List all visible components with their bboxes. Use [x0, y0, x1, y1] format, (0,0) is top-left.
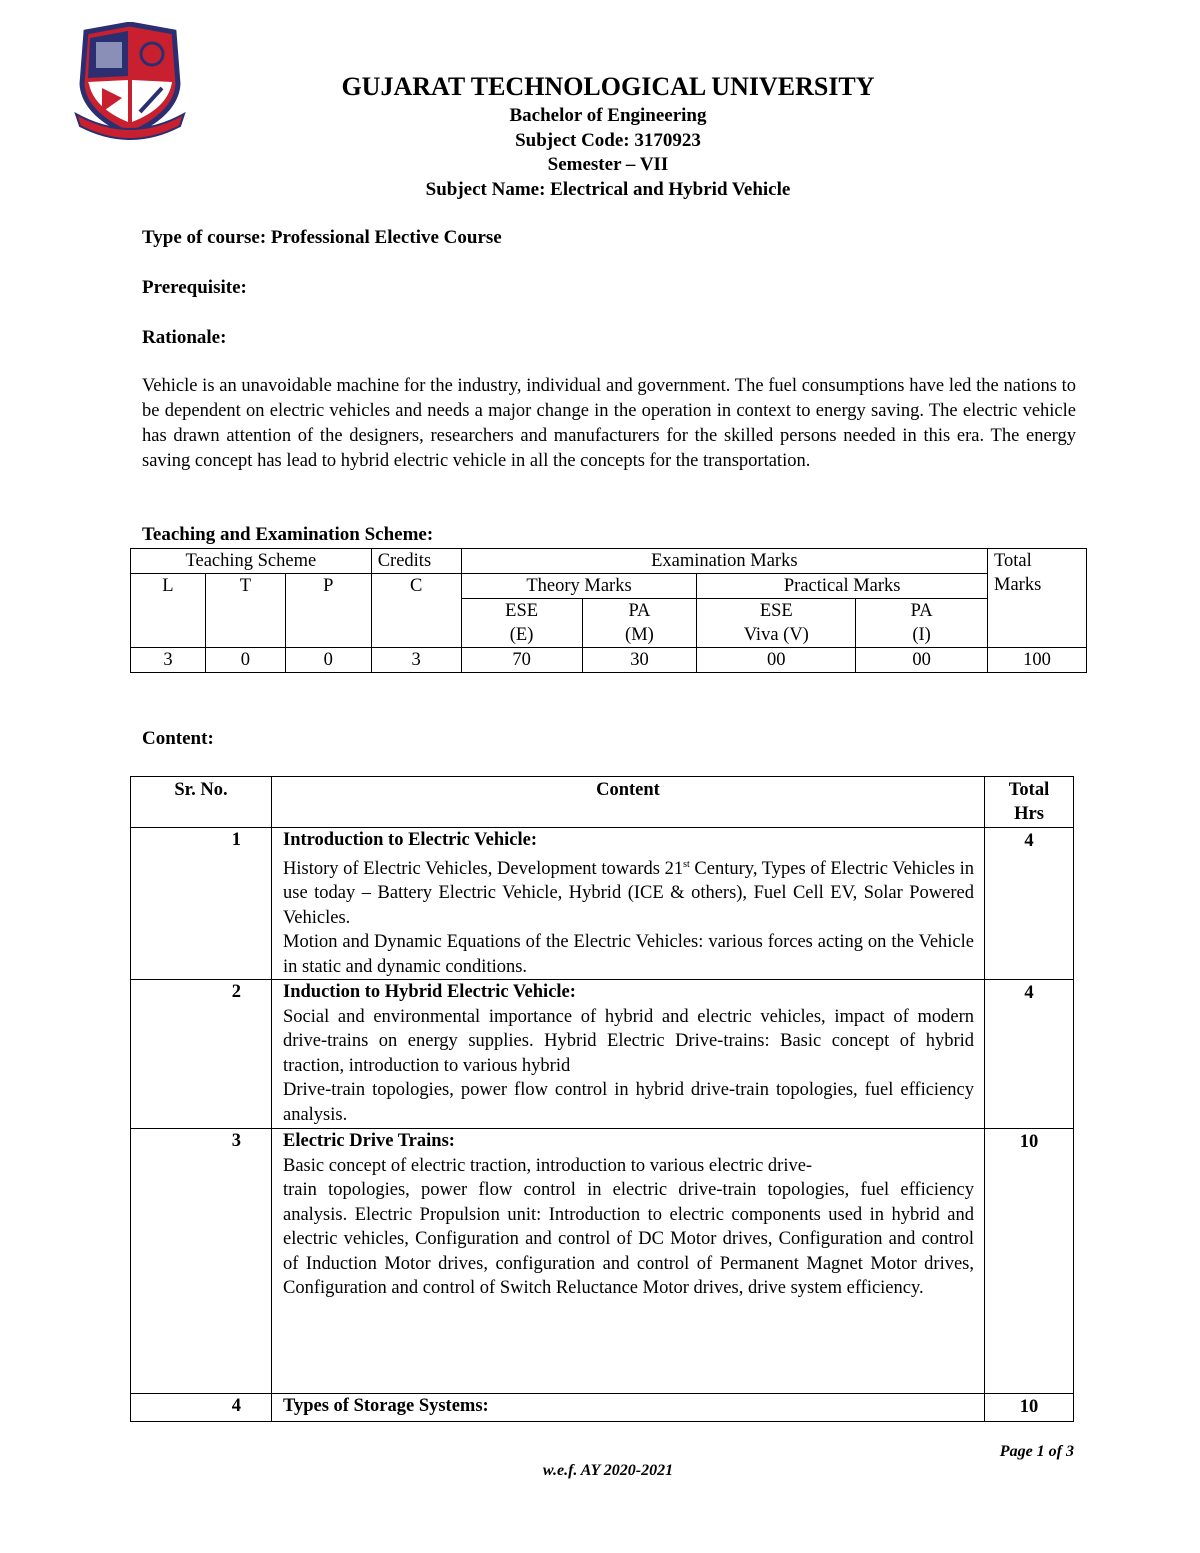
- table-row: [131, 828, 1074, 980]
- theory-pa-sub: (M): [625, 625, 654, 645]
- value-viva: 00: [697, 648, 856, 673]
- scheme-table: [130, 548, 1087, 673]
- hrs-header: [985, 777, 1074, 828]
- practical-ese-header: [697, 599, 856, 648]
- value-practical-pa: 00: [856, 648, 988, 673]
- total-marks-header: [988, 549, 1087, 648]
- theory-ese-sub: (E): [509, 625, 534, 645]
- practical-ese-label: ESE: [759, 601, 793, 621]
- row-hrs: 4: [985, 980, 1074, 1129]
- rationale-label: Rationale:: [142, 327, 227, 348]
- content-header-row: [131, 777, 1074, 828]
- subject-name: Subject Name: Electrical and Hybrid Vehicle: [425, 178, 791, 200]
- module-title: Introduction to Electric Vehicle:: [283, 830, 538, 850]
- module-paragraph: Social and environmental importance of hybrid and electric vehicles, impact of modern drive-trains on energy supplies. Hybrid Electric Drive-trains: Basic concept of hybrid traction, introduction to various hybrid: [283, 1006, 974, 1076]
- theory-ese-label: ESE: [505, 601, 539, 621]
- course-type: Type of course: Professional Elective Course: [142, 227, 502, 248]
- paragraph-text: Century, Types of Electric Vehicles in use today – Battery Electric Vehicle, Hybrid (ICE & others), Fuel Cell EV, Solar Powered Vehicles.: [283, 858, 974, 928]
- credit-header: C: [371, 574, 461, 648]
- practical-pa-label: PA: [910, 601, 933, 621]
- row-hrs: 4: [985, 828, 1074, 980]
- document-header: [140, 70, 1076, 202]
- row-hrs: 10: [985, 1129, 1074, 1394]
- practical-pa-header: [856, 599, 988, 648]
- effective-year: w.e.f. AY 2020-2021: [542, 1462, 674, 1479]
- row-sr-no: 4: [131, 1394, 272, 1422]
- practical-ese-sub: Viva (V): [743, 625, 809, 645]
- theory-ese-header: [461, 599, 582, 648]
- total-label: Total: [994, 551, 1032, 571]
- hrs-header-line1: Total: [1008, 780, 1050, 800]
- lecture-header: L: [131, 574, 206, 648]
- row-sr-no: 3: [131, 1129, 272, 1394]
- row-content: [272, 1129, 985, 1394]
- value-l: 3: [131, 648, 206, 673]
- theory-marks-header: Theory Marks: [461, 574, 697, 599]
- practical-header: P: [285, 574, 371, 648]
- scheme-label: Teaching and Examination Scheme:: [142, 524, 434, 545]
- module-title: Induction to Hybrid Electric Vehicle:: [283, 982, 576, 1003]
- theory-pa-header: [582, 599, 697, 648]
- row-content: [272, 1394, 985, 1422]
- credits-header: Credits: [371, 549, 461, 574]
- tutorial-header: T: [205, 574, 285, 648]
- row-sr-no: 1: [131, 828, 272, 980]
- table-row: [131, 1394, 1074, 1422]
- scheme-values-row: [131, 648, 1087, 673]
- subject-code: Subject Code: 3170923: [515, 129, 701, 151]
- module-paragraph: Motion and Dynamic Equations of the Electric Vehicles: various forces acting on the Vehicle in static and dynamic conditions.: [283, 932, 974, 977]
- theory-pa-label: PA: [628, 601, 651, 621]
- superscript-st: st: [683, 858, 690, 870]
- semester: Semester – VII: [547, 154, 669, 175]
- rationale-text: Vehicle is an unavoidable machine for the industry, individual and government. The fuel consumptions have led the nations to be dependent on electric vehicles and needs a major change in the operation in context to energy saving. The electric vehicle has drawn attention of the designers, researchers and manufacturers for the skilled persons needed in this era. The energy saving concept has lead to hybrid electric vehicle in all the concepts for the transportation.: [142, 376, 1076, 471]
- practical-pa-sub: (I): [912, 625, 931, 645]
- hrs-header-line2: Hrs: [1014, 804, 1044, 824]
- value-p: 0: [285, 648, 371, 673]
- value-c: 3: [371, 648, 461, 673]
- content-header: Content: [272, 777, 985, 828]
- row-content: [272, 980, 985, 1129]
- value-total: 100: [988, 648, 1087, 673]
- module-title: Electric Drive Trains:: [283, 1131, 455, 1152]
- exam-marks-header: Examination Marks: [461, 549, 987, 574]
- value-ese: 70: [461, 648, 582, 673]
- module-paragraph: [283, 853, 974, 931]
- prerequisite-label: Prerequisite:: [142, 277, 247, 298]
- teaching-scheme-header: Teaching Scheme: [131, 549, 372, 574]
- page-number: Page 1 of 3: [999, 1443, 1074, 1460]
- content-label: Content:: [142, 728, 214, 749]
- row-content: [272, 828, 985, 980]
- module-title: Types of Storage Systems:: [283, 1396, 489, 1417]
- value-pa: 30: [582, 648, 697, 673]
- sr-no-header: Sr. No.: [131, 777, 272, 828]
- value-t: 0: [205, 648, 285, 673]
- marks-label: Marks: [994, 575, 1042, 595]
- table-row: [131, 980, 1074, 1129]
- module-paragraph: Drive-train topologies, power flow control in hybrid drive-train topologies, fuel efficiency analysis.: [283, 1080, 974, 1125]
- row-hrs: 10: [985, 1394, 1074, 1422]
- degree: Bachelor of Engineering: [509, 105, 707, 126]
- paragraph-text: History of Electric Vehicles, Development towards 21: [283, 858, 684, 879]
- practical-marks-header: Practical Marks: [697, 574, 988, 599]
- module-paragraph: train topologies, power flow control in electric drive-train topologies, fuel efficiency analysis. Electric Propulsion unit: Introduction to electric components used in hybrid and electric vehicles, Configuration and control of DC Motor drives, Configuration and control of Induction Motor drives, configuration and control of Permanent Magnet Motor drives, Configuration and control of Switch Reluctance Motor drives, drive system efficiency.: [283, 1180, 974, 1299]
- row-sr-no: 2: [131, 980, 272, 1129]
- table-row: [131, 1129, 1074, 1394]
- module-paragraph: Basic concept of electric traction, introduction to various electric drive-: [283, 1155, 813, 1176]
- university-name: GUJARAT TECHNOLOGICAL UNIVERSITY: [341, 72, 875, 101]
- content-table: [130, 776, 1074, 1422]
